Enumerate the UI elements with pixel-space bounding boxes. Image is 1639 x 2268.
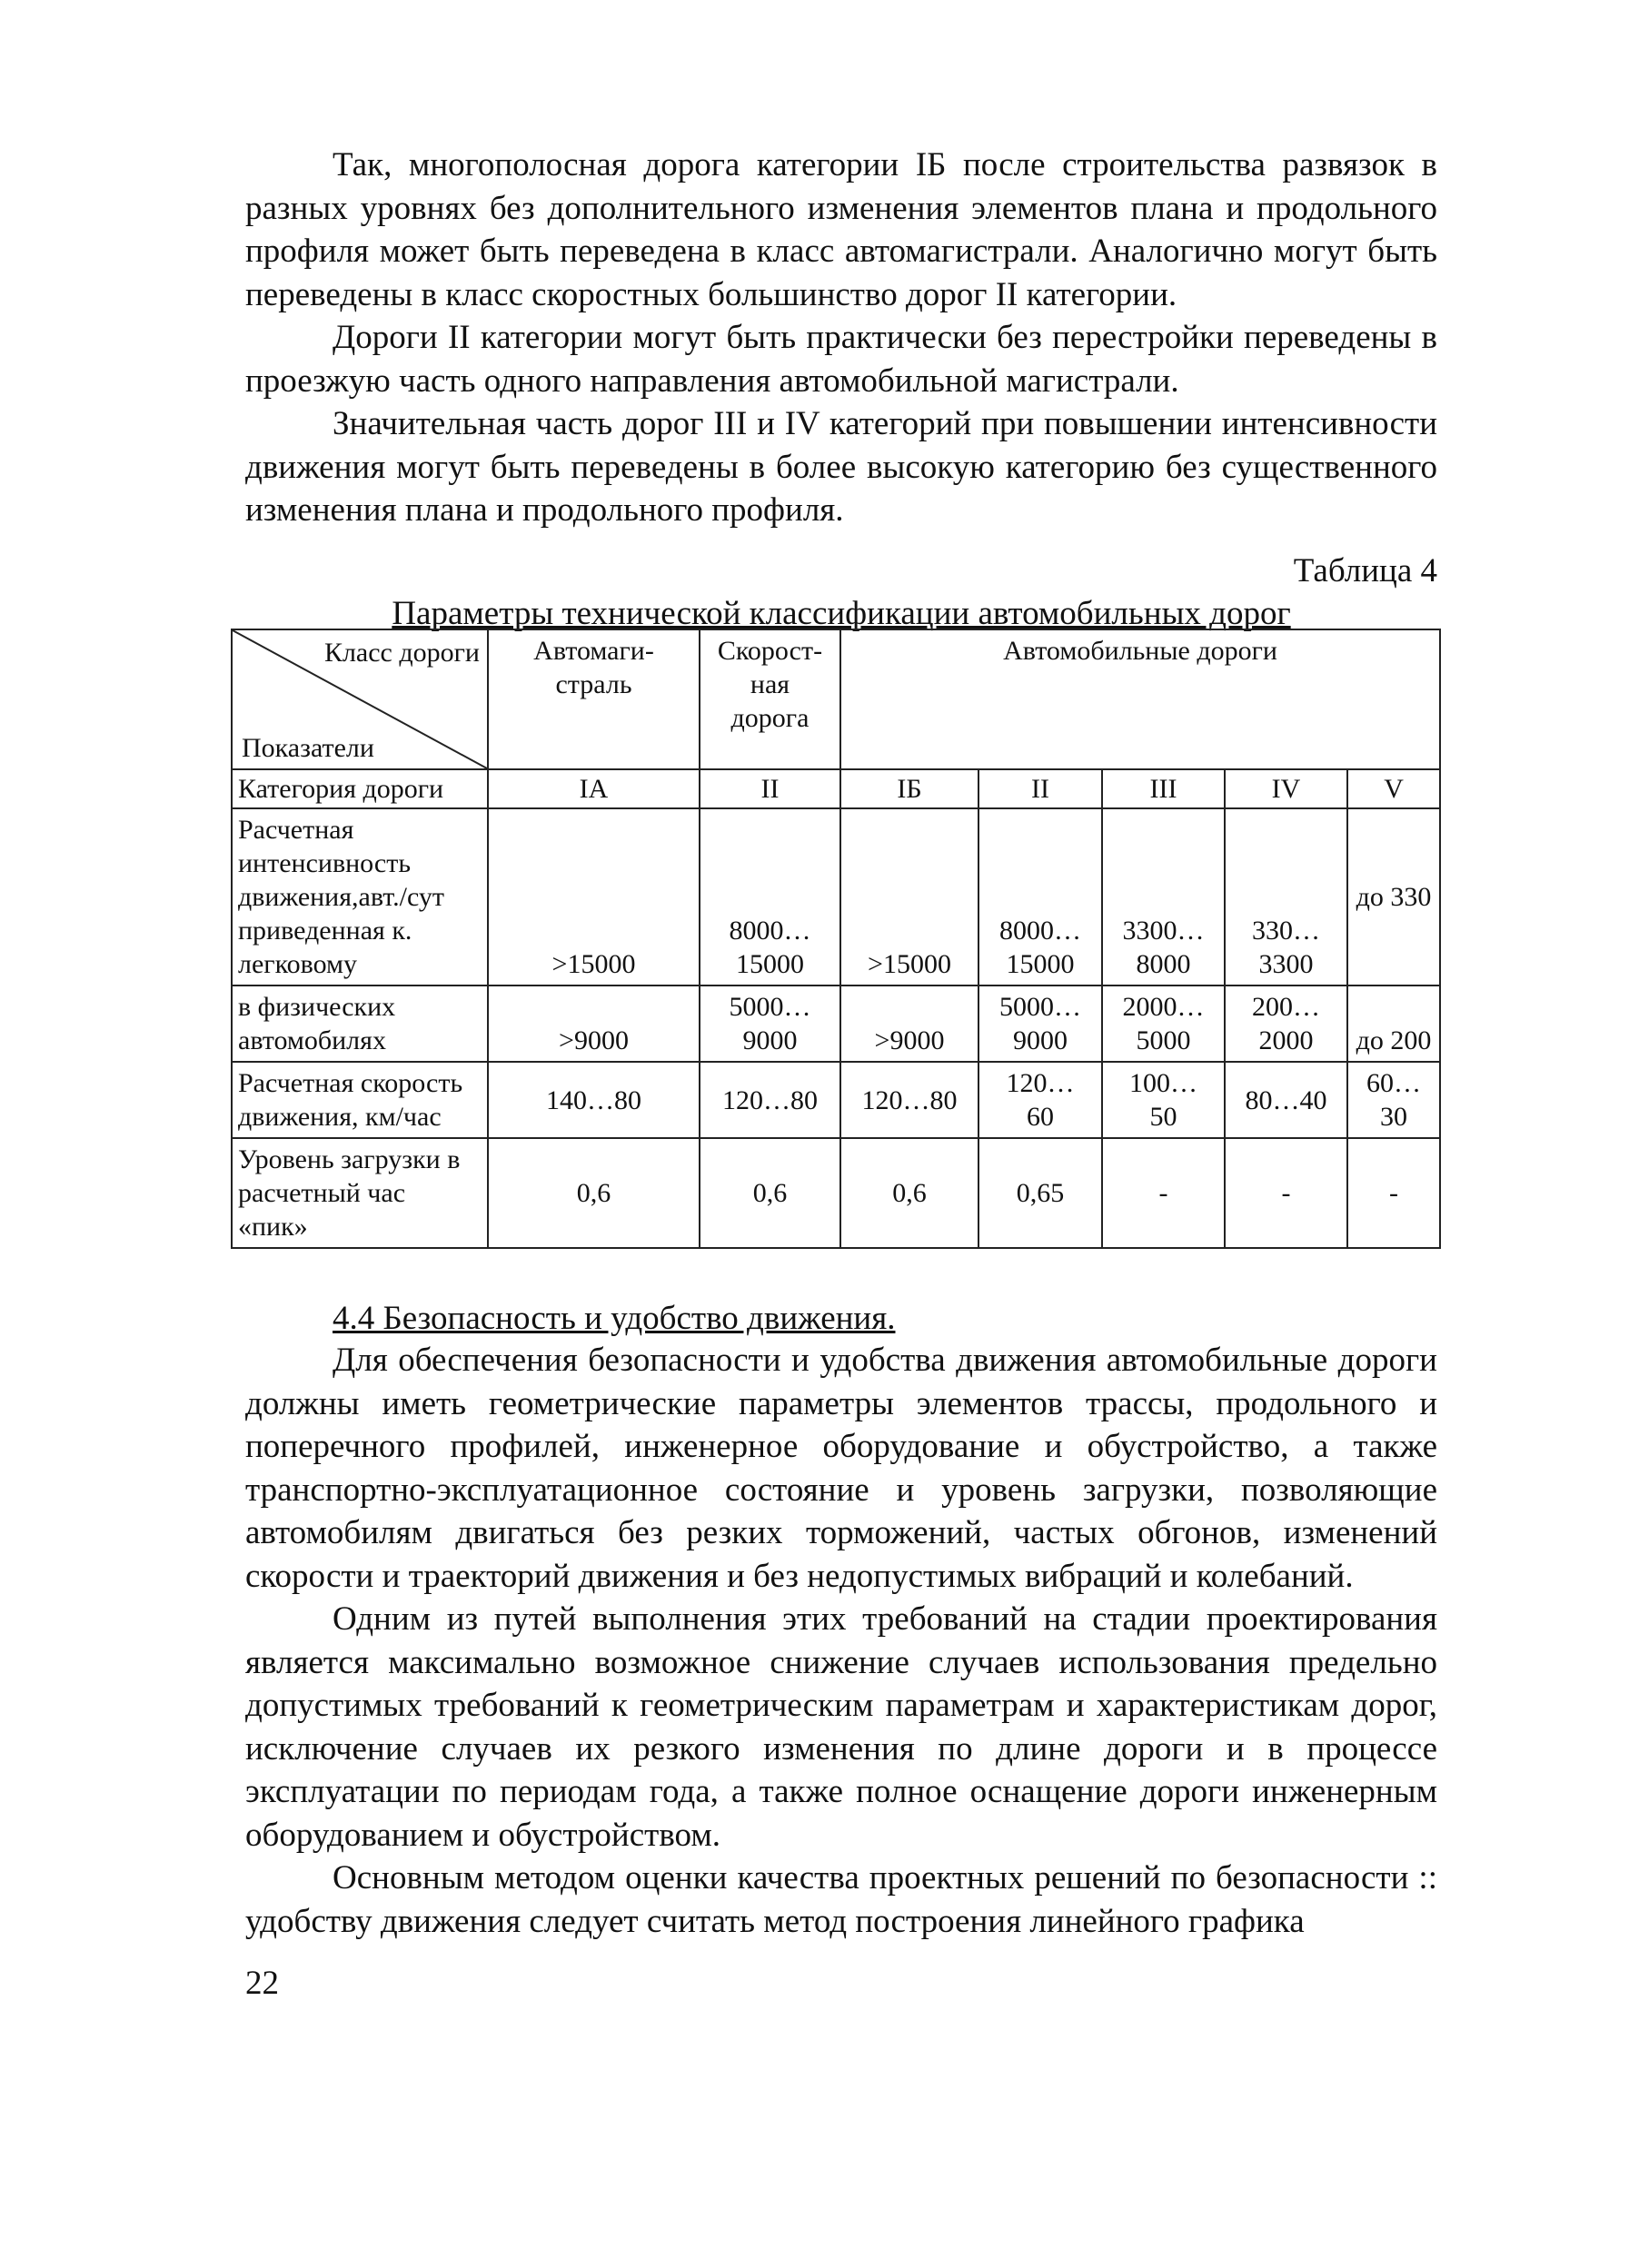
table-row	[232, 1138, 1440, 1248]
table-cell: 140…80	[488, 1062, 700, 1138]
category-cell: V	[1347, 769, 1440, 808]
table-caption	[245, 550, 1437, 635]
category-cell: IБ	[840, 769, 978, 808]
section-text	[245, 1339, 1437, 1943]
parameters-table	[231, 629, 1441, 1249]
table-cell: 8000… 15000	[700, 808, 840, 985]
paragraph: Значительная часть дорог III и IV категорий при повышении интенсивности движения могут быть переведены в более высокую категорию без существенного изменения плана и продольного профиля.	[245, 405, 1437, 529]
paragraph: Для обеспечения безопасности и удобства движения автомобильные дороги должны иметь геометрические параметры элементов трассы, продольного и поперечного профилей, инженерное оборудование и обустройство, а также транспортно-эксплуатационное состояние и уровень загрузки, позволяющие автомобилям двигаться без резких торможений, частых обгонов, изменений скорости и траекторий движения и без недопустимых вибраций и колебаний.	[245, 1342, 1437, 1595]
category-cell: IV	[1225, 769, 1347, 808]
table-row	[232, 985, 1440, 1062]
table-cell: до 200	[1347, 985, 1440, 1062]
table-cell: 120… 60	[978, 1062, 1102, 1138]
corner-cell	[232, 629, 488, 769]
table-cell: -	[1225, 1138, 1347, 1248]
table-cell: 120…80	[700, 1062, 840, 1138]
category-cell: IA	[488, 769, 700, 808]
table-cell: 330… 3300	[1225, 808, 1347, 985]
section-title: 4.4 Безопасность и удобство движения.	[333, 1300, 896, 1337]
paragraph: Так, многополосная дорога категории IБ после строительства развязок в разных уровнях без дополнительного изменения элементов плана и продольного профиля может быть переведена в класс автомагистрали. Аналогично могут быть переведены в класс скоростных большинство дорог II категории.	[245, 146, 1437, 313]
row-label: Расчетная скорость движения, км/час	[232, 1062, 488, 1138]
class-header: Скорост- ная дорога	[700, 629, 840, 769]
corner-top-label: Класс дороги	[323, 638, 480, 668]
table-cell: 0,6	[840, 1138, 978, 1248]
class-header: Автомаги- страль	[488, 629, 700, 769]
table-cell: 5000… 9000	[978, 985, 1102, 1062]
table-cell: >9000	[840, 985, 978, 1062]
row-label: в физических автомобилях	[232, 985, 488, 1062]
table-row	[232, 1062, 1440, 1138]
table-cell: 5000… 9000	[700, 985, 840, 1062]
table-cell: 2000… 5000	[1102, 985, 1225, 1062]
intro-text	[245, 144, 1437, 532]
paragraph: Одним из путей выполнения этих требований на стадии проектирования является максимально возможное снижение случаев использования предельно допустимых требований к геометрическим параметрам и характеристикам дорог, исключение случаев их резкого изменения по длине дороги и в процессе эксплуатации по периодам года, а также полное оснащение дороги инженерным оборудованием и обустройством.	[245, 1600, 1437, 1854]
paragraph: Основным методом оценки качества проектных решений по безопасности :: удобству движения следует считать метод построения линейного графика	[245, 1859, 1437, 1940]
table-cell: 0,6	[488, 1138, 700, 1248]
table-cell: -	[1102, 1138, 1225, 1248]
table-cell: 100… 50	[1102, 1062, 1225, 1138]
table-cell: 0,65	[978, 1138, 1102, 1248]
corner-bottom-label: Показатели	[242, 733, 374, 763]
table-cell: >15000	[840, 808, 978, 985]
row-label: Категория дороги	[232, 769, 488, 808]
table-cell: до 330	[1347, 808, 1440, 985]
row-label: Уровень загрузки в расчетный час «пик»	[232, 1138, 488, 1248]
table-title: Параметры технической классификации автомобильных дорог	[392, 595, 1291, 632]
table-cell: 200… 2000	[1225, 985, 1347, 1062]
table-cell: 8000… 15000	[978, 808, 1102, 985]
table-number: Таблица 4	[1293, 552, 1437, 589]
table-row	[232, 808, 1440, 985]
class-header: Автомобильные дороги	[840, 629, 1440, 769]
table-cell: 3300… 8000	[1102, 808, 1225, 985]
table-cell: 0,6	[700, 1138, 840, 1248]
category-cell: III	[1102, 769, 1225, 808]
table-cell: >15000	[488, 808, 700, 985]
row-label: Расчетная интенсивность движения,авт./сут приведенная к. легковому	[232, 808, 488, 985]
category-cell: II	[978, 769, 1102, 808]
category-cell: II	[700, 769, 840, 808]
page-number: 22	[245, 1965, 279, 2002]
table-cell: 120…80	[840, 1062, 978, 1138]
header-row	[232, 629, 1440, 769]
table-cell: -	[1347, 1138, 1440, 1248]
table-cell: 60…30	[1347, 1062, 1440, 1138]
table-cell: 80…40	[1225, 1062, 1347, 1138]
category-row	[232, 769, 1440, 808]
paragraph: Дороги II категории могут быть практически без перестройки переведены в проезжую часть одного направления автомобильной магистрали.	[245, 319, 1437, 400]
table-cell: >9000	[488, 985, 700, 1062]
